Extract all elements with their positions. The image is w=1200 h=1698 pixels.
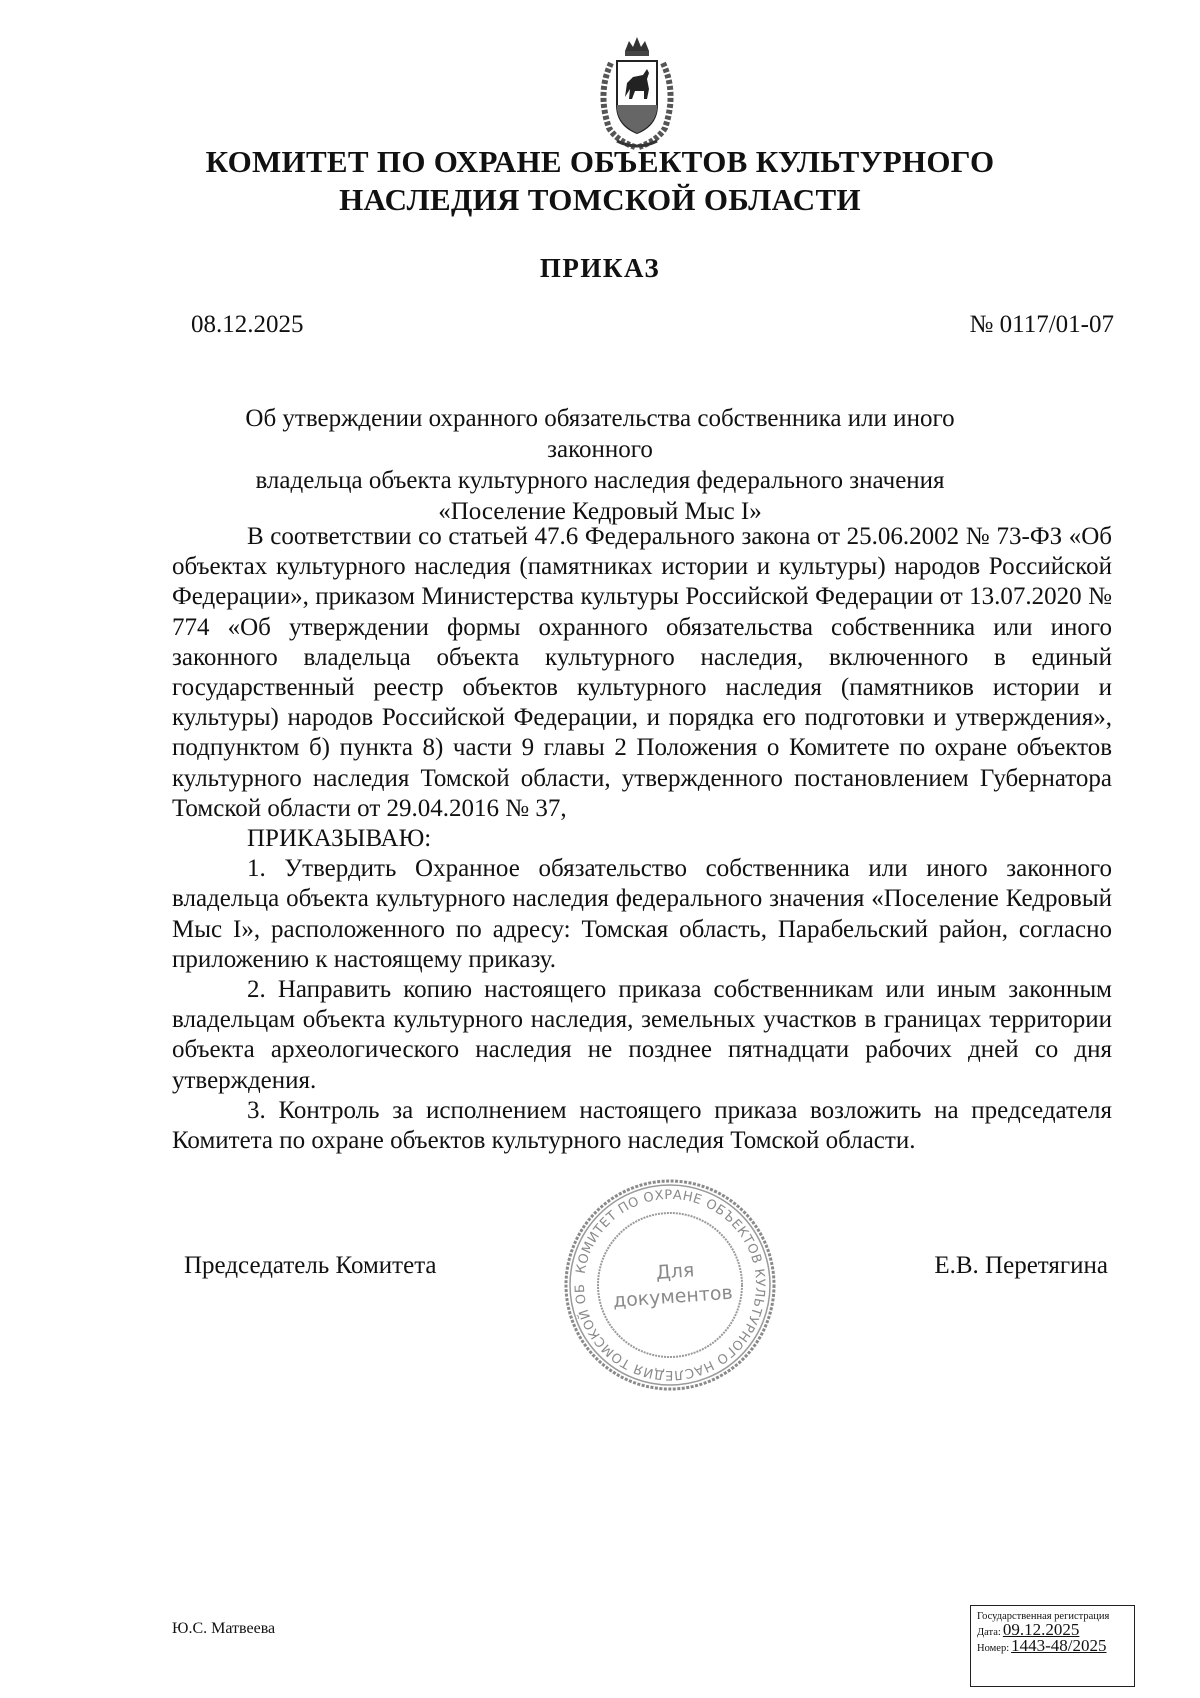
- registration-title: Государственная регистрация: [977, 1611, 1110, 1622]
- document-date: 08.12.2025: [191, 311, 304, 338]
- executor-name: Ю.С. Матвеева: [172, 1620, 276, 1637]
- stamp-center-line-1: Для: [655, 1259, 696, 1284]
- tomsk-region-coat-of-arms-icon: [587, 33, 687, 155]
- stamp-center-line-2: документов: [612, 1281, 734, 1312]
- document-body: [172, 522, 1112, 1156]
- order-item-2: 2. Направить копию настоящего приказа собственникам или иным законным владельцам объекта культурного наследия, земельных участков в границах территории объекта археологического наследия не позднее пятнадцати рабочих дней со дня утверждения.: [172, 976, 1112, 1094]
- registration-number-label: Номер:: [977, 1643, 1010, 1654]
- signatory-position: Председатель Комитета: [184, 1252, 437, 1279]
- svg-text:КОМИТЕТ ПО ОХРАНЕ ОБЪЕКТОВ КУЛ: КОМИТЕТ ПО ОХРАНЕ ОБЪЕКТОВ КУЛЬТУРНОГО НАСЛЕДИЯ ТОМСКОЙ ОБ: [572, 1187, 768, 1383]
- registration-number-value: 1443-48/2025: [1011, 1636, 1107, 1655]
- order-item-3: 3. Контроль за исполнением настоящего приказа возложить на председателя Комитета по охране объектов культурного наследия Томской области.: [172, 1096, 1112, 1155]
- document-number: № 0117/01-07: [969, 311, 1114, 338]
- registration-box: [970, 1605, 1135, 1687]
- document-type: ПРИКАЗ: [539, 253, 661, 283]
- order-item-1: 1. Утвердить Охранное обязательство собственника или иного законного владельца объекта культурного наследия федерального значения «Поселение Кедровый Мыс I», расположенного по адресу: Томская область, Парабельский район, согласно приложению к настоящему приказу.: [172, 855, 1112, 973]
- organization-name-line-2: НАСЛЕДИЯ ТОМСКОЙ ОБЛАСТИ: [339, 182, 861, 217]
- official-stamp: [560, 1175, 780, 1395]
- subject-line-1: Об утверждении охранного обязательства собственника или иного законного: [245, 405, 955, 463]
- subject-line-2: владельца объекта культурного наследия федерального значения: [255, 467, 945, 494]
- document-subject: [200, 403, 1000, 527]
- subject-line-3: «Поселение Кедровый Мыс I»: [438, 498, 762, 525]
- signatory-name: Е.В. Перетягина: [934, 1252, 1108, 1279]
- preamble-paragraph: В соответствии со статьей 47.6 Федерального закона от 25.06.2002 № 73-ФЗ «Об объектах культурного наследия (памятниках истории и культуры) народов Российской Федерации», приказом Министерства культуры Российской Федерации от 13.07.2020 № 774 «Об утверждении формы охранного обязательства собственника или иного законного владельца объекта культурного наследия, включенного в единый государственный реестр объектов культурного наследия (памятников истории и культуры) народов Российской Федерации, и порядка его подготовки и утверждения», подпунктом б) пункта 8) части 9 главы 2 Положения о Комитете по охране объектов культурного наследия Томской области, утвержденного постановлением Губернатора Томской области от 29.04.2016 № 37,: [172, 523, 1112, 822]
- registration-date-value: 09.12.2025: [1002, 1620, 1080, 1639]
- registration-date-label: Дата:: [977, 1627, 1001, 1638]
- organization-name-line-1: КОМИТЕТ ПО ОХРАНЕ ОБЪЕКТОВ КУЛЬТУРНОГО: [205, 144, 995, 179]
- order-word: ПРИКАЗЫВАЮ:: [247, 825, 432, 853]
